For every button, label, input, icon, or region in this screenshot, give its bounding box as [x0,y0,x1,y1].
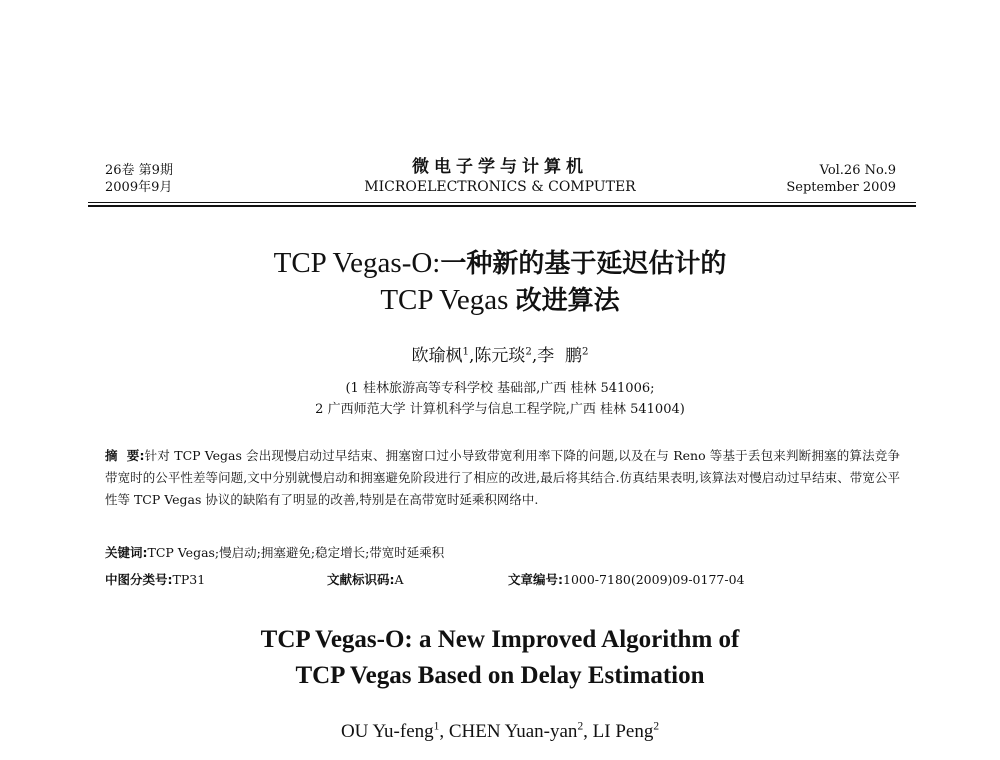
affiliations-cn [0,378,1000,420]
affiliation-cn-2: 2 广西师范大学 计算机科学与信息工程学院,广西 桂林 541004) [315,402,685,417]
header-volume-en-block [786,162,896,196]
author-en-1: OU Yu-feng [340,721,434,742]
abstract-cn [105,445,900,511]
journal-name-en: MICROELECTRONICS & COMPUTER [364,179,636,195]
clc-label: 中图分类号: [105,572,173,587]
title-cn-line1-cjk: 一种新的基于延迟估计的 [440,249,727,279]
document-code [327,570,404,590]
paper-title-en-line1: TCP Vegas-O: a New Improved Algorithm of [260,626,740,653]
author-en-1-affil: 1 [433,720,440,733]
header-date-en: September 2009 [786,180,896,195]
paper-title-cn-line2 [0,282,1000,319]
header-rule-thin [88,202,916,203]
clc-value: TP31 [172,572,206,587]
author-cn-2: ,陈元琰 [468,346,526,366]
article-number [508,570,744,590]
doc-code-label: 文献标识码: [327,572,395,587]
keywords-cn [105,543,444,563]
doc-code-value: A [394,572,404,587]
author-cn-3: ,李 鹏 [531,346,583,366]
affiliation-cn-1: (1 桂林旅游高等专科学校 基础部,广西 桂林 541006; [345,381,655,396]
author-en-2-affil: 2 [577,720,584,733]
paper-title-en [0,622,1000,694]
abstract-label: 摘 要: [105,448,145,463]
author-cn-1-affil: 1 [462,346,469,358]
author-cn-3-affil: 2 [582,346,589,358]
clc-number [105,570,205,590]
abstract-text: 针对 TCP Vegas 会出现慢启动过早结束、拥塞窗口过小导致带宽利用率下降的问题,以及在与 Reno 等基于丢包来判断拥塞的算法竞争带宽时的公平性差等问题,文中分别就慢启动和拥塞避免阶段进行了相应的改进,最后将其结合.仿真结果表明,该算法对慢启动过早结束、带宽公平性等 TCP Vegas 协议的缺陷有了明显的改善,特别是在高带宽时延乘积网络中. [105,448,901,507]
title-cn-line1-latin: TCP Vegas-O: [273,247,441,279]
paper-title-en-line2: TCP Vegas Based on Delay Estimation [295,662,705,689]
header-rule-thick [88,205,916,207]
author-en-3-affil: 2 [653,720,660,733]
header-date-cn: 2009年9月 [105,180,173,195]
authors-en [0,720,1000,744]
paper-title-cn [0,245,1000,319]
author-en-3: , LI Peng [583,721,654,742]
header-volume-cn: 26卷 第9期 [105,163,173,178]
authors-cn [0,345,1000,367]
journal-name-cn: 微电子学与计算机 [412,157,588,177]
keywords-label: 关键词: [105,545,148,560]
article-number-value: 1000-7180(2009)09-0177-04 [563,572,745,587]
author-en-2: , CHEN Yuan-yan [439,721,578,742]
header-volume-en: Vol.26 No.9 [819,163,896,178]
keywords-text: TCP Vegas;慢启动;拥塞避免;稳定增长;带宽时延乘积 [147,545,445,560]
title-cn-line2-cjk: 改进算法 [515,286,620,316]
paper-title-cn-line1 [0,245,1000,282]
author-cn-1: 欧瑜枫 [411,346,463,366]
article-number-label: 文章编号: [508,572,563,587]
title-cn-line2-latin: TCP Vegas [380,284,516,316]
author-cn-2-affil: 2 [525,346,532,358]
